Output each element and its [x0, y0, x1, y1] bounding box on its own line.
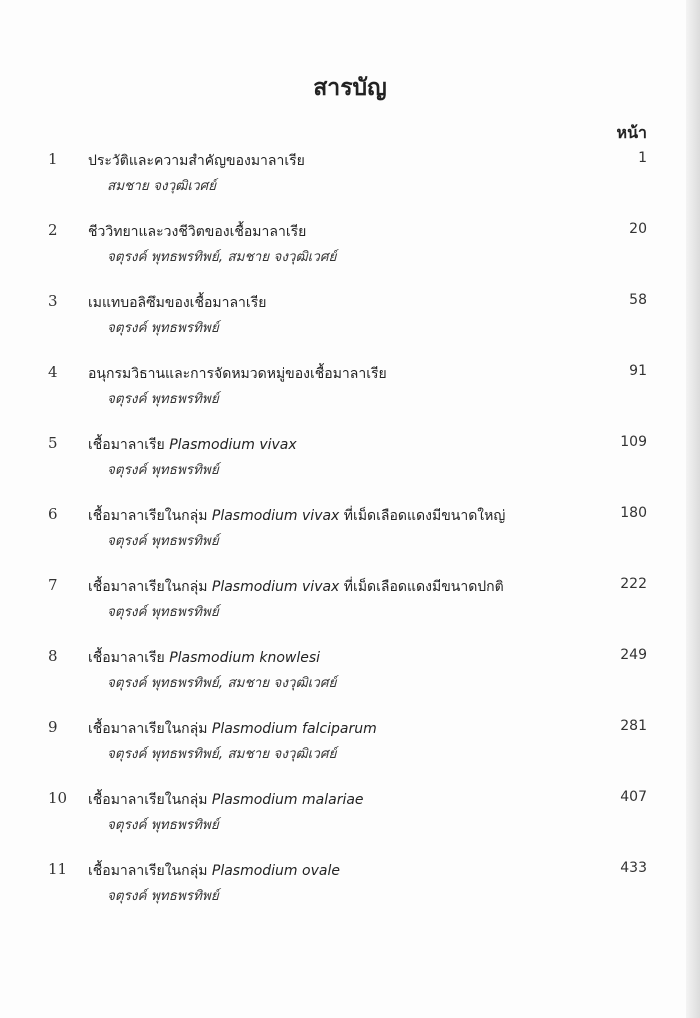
table-of-contents: [0, 150, 700, 931]
chapter-page: 1: [638, 150, 647, 166]
chapter-number: 4: [48, 363, 58, 381]
chapter-page: 91: [629, 363, 647, 379]
chapter-title-text: เชื้อมาลาเรียในกลุ่ม: [88, 863, 212, 879]
chapter-title-latin: Plasmodium vivax: [211, 579, 340, 595]
chapter-title: [88, 292, 588, 314]
chapter-title: [88, 150, 588, 172]
chapter-title: [88, 789, 588, 811]
chapter-page: 407: [620, 789, 647, 805]
chapter-author: จตุรงค์ พุทธพรทิพย์, สมชาย จงวุฒิเวศย์: [107, 746, 337, 762]
chapter-title: [88, 576, 588, 598]
chapter-title: [88, 505, 588, 527]
chapter-title-latin: Plasmodium ovale: [211, 863, 340, 879]
page-column-header: หน้า: [616, 123, 647, 142]
toc-entry-3: [0, 292, 700, 363]
chapter-title-text: เชื้อมาลาเรียในกลุ่ม: [88, 579, 212, 595]
toc-entry-10: [0, 789, 700, 860]
chapter-page: 281: [620, 718, 647, 734]
chapter-title: [88, 363, 588, 385]
chapter-author: จตุรงค์ พุทธพรทิพย์: [107, 888, 219, 904]
chapter-title-text: เมแทบอลิซึมของเชื้อมาลาเรีย: [88, 295, 267, 311]
chapter-title: [88, 434, 588, 456]
chapter-author: จตุรงค์ พุทธพรทิพย์, สมชาย จงวุฒิเวศย์: [107, 249, 337, 265]
chapter-title-latin: Plasmodium vivax: [169, 437, 297, 453]
chapter-title-text: ชีววิทยาและวงชีวิตของเชื้อมาลาเรีย: [88, 224, 307, 240]
chapter-title-latin: Plasmodium vivax: [211, 508, 340, 524]
chapter-number: 1: [48, 150, 58, 168]
chapter-number: 6: [48, 505, 58, 523]
chapter-page: 249: [620, 647, 647, 663]
toc-entry-7: [0, 576, 700, 647]
chapter-title: [88, 718, 588, 740]
chapter-author: สมชาย จงวุฒิเวศย์: [107, 178, 217, 194]
toc-entry-6: [0, 505, 700, 576]
chapter-page: 180: [620, 505, 647, 521]
chapter-title-text: เชื้อมาลาเรียในกลุ่ม: [88, 792, 212, 808]
chapter-author: จตุรงค์ พุทธพรทิพย์: [107, 817, 219, 833]
chapter-title-suffix: ที่เม็ดเลือดแดงมีขนาดใหญ่: [339, 508, 506, 524]
chapter-author: จตุรงค์ พุทธพรทิพย์: [107, 391, 219, 407]
toc-entry-1: [0, 150, 700, 221]
chapter-author: จตุรงค์ พุทธพรทิพย์: [107, 604, 219, 620]
toc-entry-9: [0, 718, 700, 789]
chapter-number: 3: [48, 292, 58, 310]
chapter-title-text: เชื้อมาลาเรีย: [88, 437, 170, 453]
chapter-number: 8: [48, 647, 58, 665]
chapter-title-latin: Plasmodium falciparum: [211, 721, 377, 737]
chapter-title-latin: Plasmodium knowlesi: [169, 650, 321, 666]
chapter-title: [88, 221, 588, 243]
chapter-author: จตุรงค์ พุทธพรทิพย์: [107, 320, 219, 336]
chapter-author: จตุรงค์ พุทธพรทิพย์: [107, 533, 219, 549]
toc-entry-2: [0, 221, 700, 292]
chapter-number: 7: [48, 576, 58, 594]
chapter-page: 109: [620, 434, 647, 450]
chapter-number: 10: [48, 789, 68, 807]
chapter-title-text: อนุกรมวิธานและการจัดหมวดหมู่ของเชื้อมาลาเรีย: [88, 366, 387, 382]
chapter-page: 433: [620, 860, 647, 876]
chapter-number: 5: [48, 434, 58, 452]
chapter-author: จตุรงค์ พุทธพรทิพย์, สมชาย จงวุฒิเวศย์: [107, 675, 337, 691]
chapter-page: 222: [620, 576, 647, 592]
chapter-title-text: เชื้อมาลาเรียในกลุ่ม: [88, 721, 212, 737]
chapter-title: [88, 860, 588, 882]
chapter-title: [88, 647, 588, 669]
chapter-title-text: เชื้อมาลาเรียในกลุ่ม: [88, 508, 212, 524]
toc-entry-5: [0, 434, 700, 505]
chapter-page: 20: [629, 221, 647, 237]
chapter-title-text: เชื้อมาลาเรีย: [88, 650, 170, 666]
toc-entry-4: [0, 363, 700, 434]
chapter-number: 11: [48, 860, 68, 878]
page-title: สารบัญ: [313, 75, 387, 101]
chapter-title-suffix: ที่เม็ดเลือดแดงมีขนาดปกติ: [339, 579, 504, 595]
chapter-title-latin: Plasmodium malariae: [211, 792, 364, 808]
chapter-page: 58: [629, 292, 647, 308]
chapter-number: 9: [48, 718, 58, 736]
toc-entry-8: [0, 647, 700, 718]
chapter-number: 2: [48, 221, 58, 239]
chapter-title-text: ประวัติและความสำคัญของมาลาเรีย: [88, 153, 305, 169]
chapter-author: จตุรงค์ พุทธพรทิพย์: [107, 462, 219, 478]
toc-entry-11: [0, 860, 700, 931]
